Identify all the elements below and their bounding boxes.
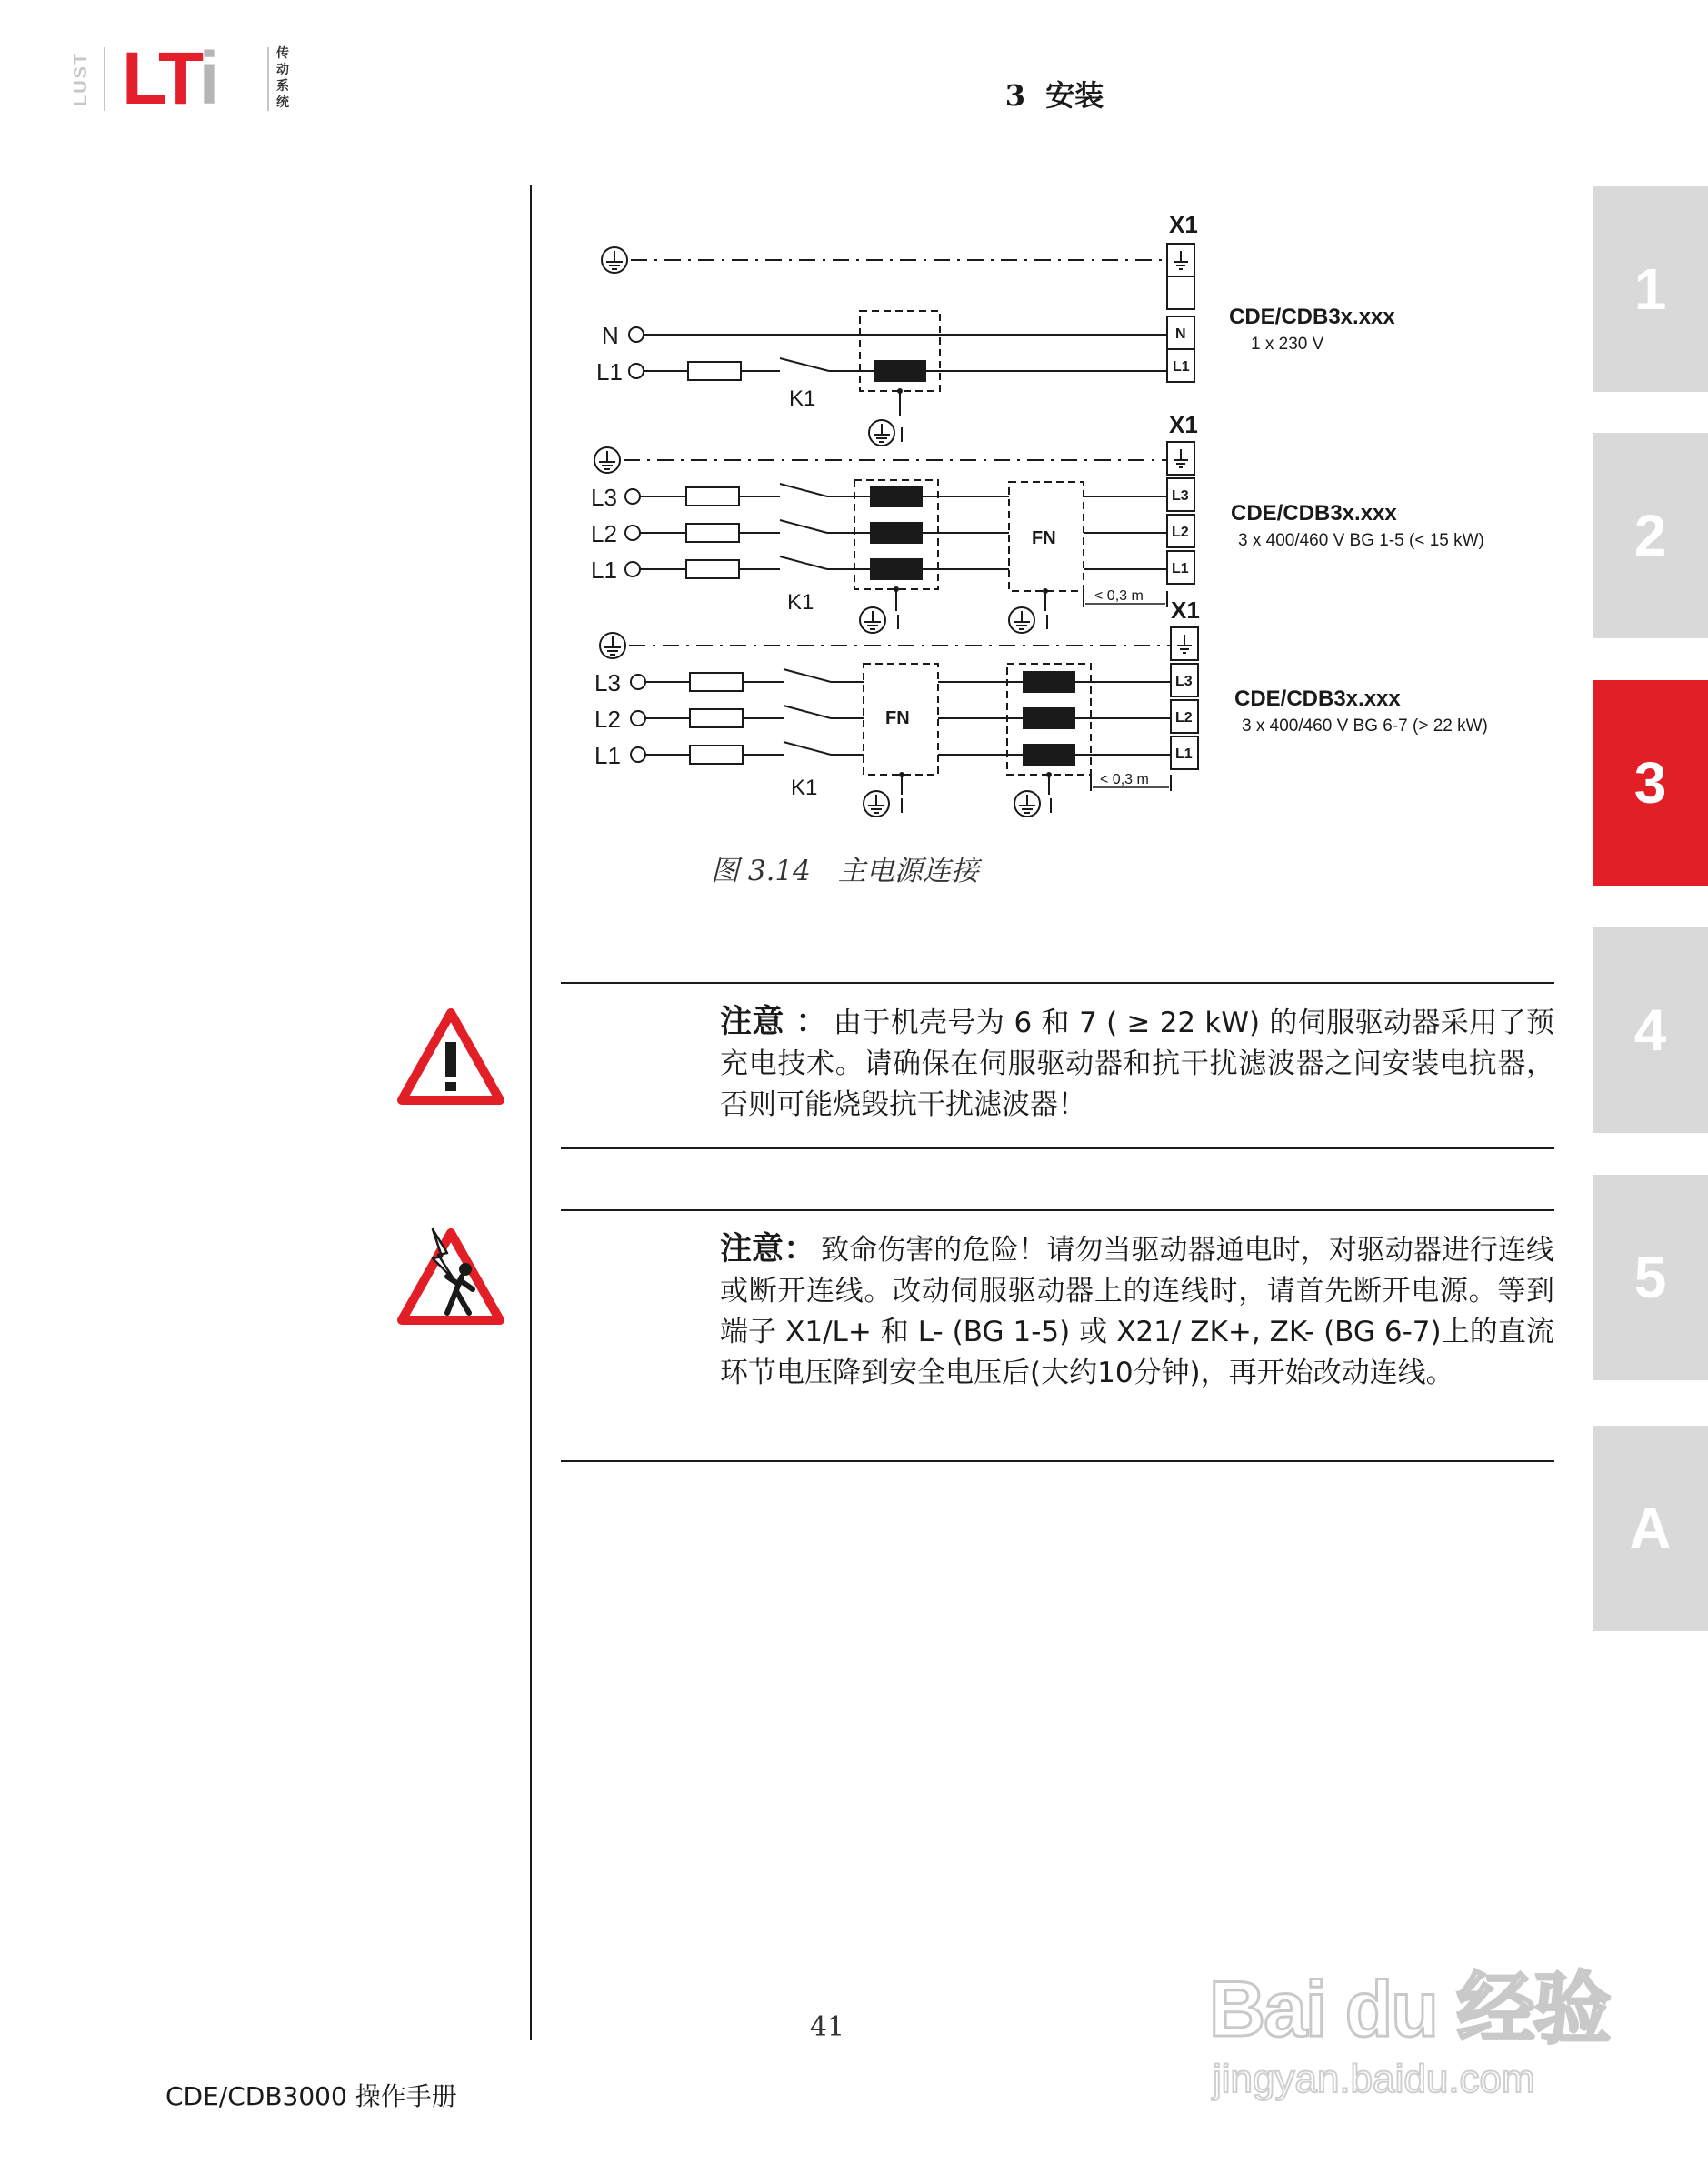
device-spec: 1 x 230 V bbox=[1251, 335, 1324, 354]
note-divider bbox=[561, 1209, 1554, 1211]
terminal-label: L2 bbox=[1172, 525, 1189, 540]
page-number: 41 bbox=[809, 2011, 845, 2043]
line-label: L3 bbox=[591, 484, 617, 511]
left-margin-rule bbox=[530, 185, 532, 2040]
warning-triangle-icon bbox=[396, 1007, 505, 1107]
switch-k1-label: K1 bbox=[789, 386, 816, 411]
distance-label: < 0,3 m bbox=[1094, 588, 1144, 604]
device-title: CDE/CDB3x.xxx bbox=[1234, 686, 1401, 711]
electric-shock-warning-icon bbox=[396, 1226, 505, 1327]
caution-note-danger bbox=[720, 1229, 1554, 1394]
distance-label: < 0,3 m bbox=[1100, 772, 1149, 787]
note-text: 致命伤害的危险！请勿当驱动器通电时，对驱动器进行连线或断开连线。改动伺服驱动器上的连线时，请首先断开电源。等到端子 X1/L+ 和 L- (BG 1-5) 或 X21/ ZK+, ZK- (BG 6-7)上的直流环节电压降到安全电压后(大约10分钟)，再开始改动连线。 bbox=[720, 1234, 1554, 1389]
chapter-tab-a[interactable]: A bbox=[1593, 1426, 1708, 1631]
line-label: L2 bbox=[594, 706, 621, 733]
line-label: N bbox=[602, 322, 619, 349]
line-label: L1 bbox=[591, 556, 617, 584]
chapter-number: 3 bbox=[1004, 78, 1025, 113]
terminal-label: L1 bbox=[1172, 561, 1189, 576]
line-label: L2 bbox=[591, 520, 617, 547]
note-divider bbox=[561, 1147, 1554, 1149]
note-label: 注意 ： bbox=[720, 1004, 828, 1040]
logo-brand-i: i bbox=[198, 37, 216, 120]
terminal-label: L1 bbox=[1175, 746, 1193, 762]
terminal-label: L3 bbox=[1172, 488, 1189, 504]
terminal-label: N bbox=[1175, 326, 1186, 342]
note-divider bbox=[561, 982, 1554, 984]
diagram-block-2 bbox=[591, 411, 1484, 633]
device-spec: 3 x 400/460 V BG 1-5 (< 15 kW) bbox=[1238, 531, 1484, 550]
terminal-x1-label: X1 bbox=[1171, 596, 1200, 624]
mains-connection-diagram bbox=[545, 200, 1582, 837]
terminal-label: L3 bbox=[1175, 674, 1193, 689]
logo-brand-main: LT bbox=[122, 37, 199, 120]
switch-k1-label: K1 bbox=[787, 590, 814, 615]
filter-label: FN bbox=[1032, 528, 1056, 548]
baidu-watermark bbox=[1209, 1946, 1618, 2109]
terminal-label: L2 bbox=[1175, 710, 1193, 726]
chapter-tab-4[interactable]: 4 bbox=[1593, 927, 1708, 1133]
watermark-url: jingyan.baidu.com bbox=[1213, 2057, 1535, 2101]
figure-caption bbox=[711, 847, 979, 888]
line-label: L1 bbox=[596, 358, 623, 386]
figure-title: 主电源连接 bbox=[837, 855, 979, 887]
device-spec: 3 x 400/460 V BG 6-7 (> 22 kW) bbox=[1242, 716, 1488, 736]
filter-label: FN bbox=[885, 708, 910, 728]
figure-number: 图 3.14 bbox=[711, 855, 811, 887]
chapter-tab-3[interactable]: 3 bbox=[1593, 680, 1708, 886]
chapter-tab-2[interactable]: 2 bbox=[1593, 433, 1708, 638]
note-text: 由于机壳号为 6 和 7 ( ≥ 22 kW) 的伺服驱动器采用了预充电技术。请确保在伺服驱动器和抗干扰滤波器之间安装电抗器，否则可能烧毁抗干扰滤波器！ bbox=[720, 1007, 1554, 1121]
caution-note-precharge bbox=[720, 1002, 1554, 1126]
footer-manual-title: CDE/CDB3000 操作手册 bbox=[165, 2081, 457, 2111]
chapter-tab-5[interactable]: 5 bbox=[1593, 1175, 1708, 1380]
device-title: CDE/CDB3x.xxx bbox=[1231, 501, 1397, 526]
terminal-label: L1 bbox=[1173, 359, 1190, 375]
logo-subtitle: 传动系统 bbox=[276, 46, 289, 110]
line-label: L3 bbox=[594, 669, 621, 696]
watermark-brand: Bai du 经验 bbox=[1209, 1966, 1610, 2053]
terminal-x1-label: X1 bbox=[1169, 211, 1198, 238]
diagram-block-1 bbox=[596, 211, 1395, 446]
chapter-heading bbox=[0, 73, 1708, 115]
diagram-block-3 bbox=[594, 596, 1488, 817]
terminal-x1-label: X1 bbox=[1169, 411, 1198, 438]
logo-lust-text: LUST bbox=[71, 51, 91, 107]
switch-k1-label: K1 bbox=[791, 776, 818, 800]
device-title: CDE/CDB3x.xxx bbox=[1229, 305, 1395, 329]
chapter-title: 安装 bbox=[1045, 78, 1104, 113]
note-divider bbox=[561, 1460, 1554, 1462]
chapter-tab-1[interactable]: 1 bbox=[1593, 186, 1708, 392]
line-label: L1 bbox=[594, 742, 621, 769]
note-label: 注意： bbox=[720, 1231, 816, 1267]
